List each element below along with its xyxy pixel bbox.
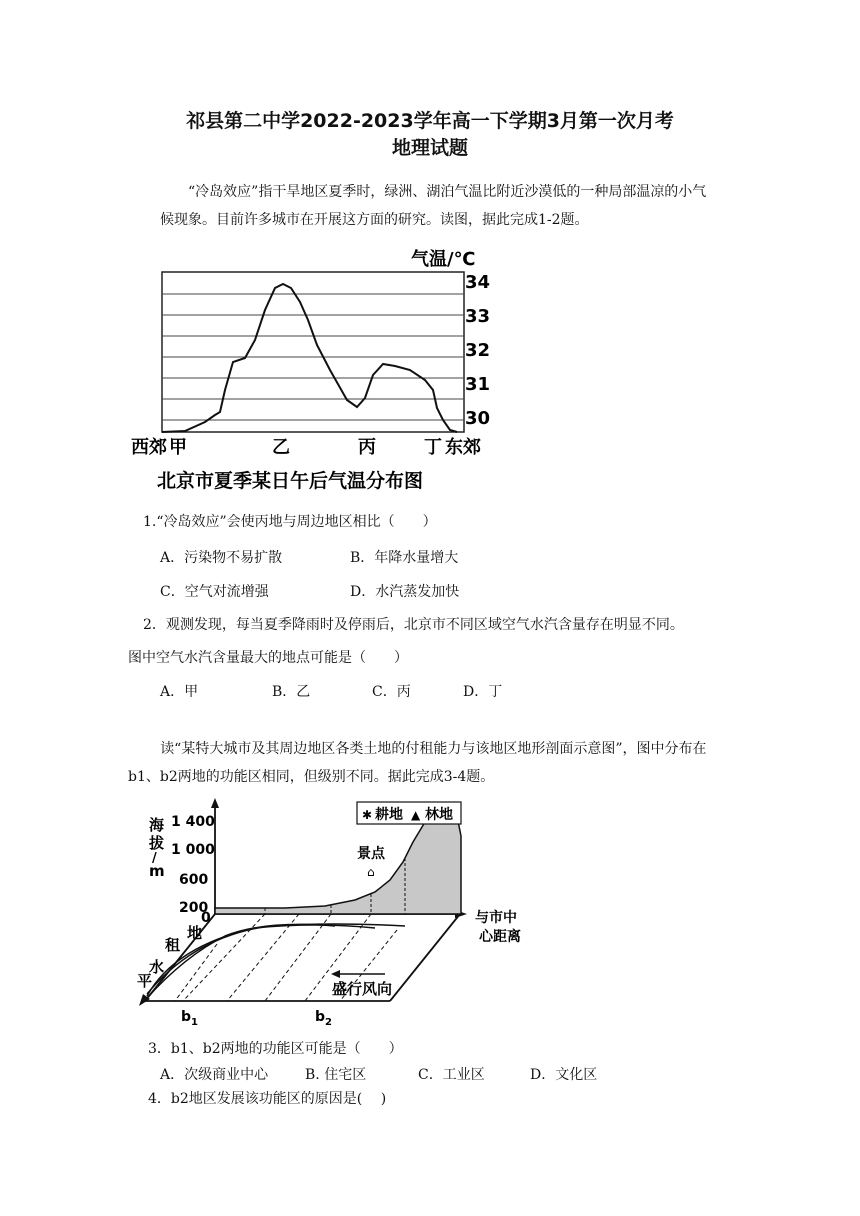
- elevation-tick-1400: 1 400: [171, 814, 215, 830]
- question-3-option-a[interactable]: A．次级商业中心: [160, 1067, 269, 1083]
- farmland-icon: ✱: [362, 808, 373, 822]
- x-label-east: 东郊: [445, 437, 481, 458]
- forest-icon: ▲: [411, 808, 421, 822]
- y-tick-32: 32: [465, 340, 491, 361]
- question-1-stem: 1.“冷岛效应”会使丙地与周边地区相比（ ）: [143, 514, 437, 530]
- rent-label-1: 地: [187, 924, 203, 942]
- question-2-option-a[interactable]: A．甲: [160, 684, 199, 700]
- question-4-stem: 4．b2地区发展该功能区的原因是( ): [148, 1091, 387, 1107]
- question-2-stem-line-2: 图中空气水汽含量最大的地点可能是（ ）: [128, 650, 408, 666]
- y-tick-34: 34: [465, 272, 491, 293]
- b1-label: $b_1$: [181, 1009, 198, 1026]
- elevation-label-4: m: [149, 862, 165, 880]
- terrain-rent-diagram: [135, 796, 535, 1026]
- question-1-option-c[interactable]: C．空气对流增强: [160, 584, 269, 600]
- terrain-profile: [215, 810, 461, 914]
- elevation-tick-200: 200: [179, 900, 209, 916]
- point-ding: 丁: [424, 437, 442, 458]
- x-label-west: 西郊: [131, 437, 167, 458]
- elevation-label-2: 拔: [149, 834, 165, 852]
- question-3-option-c[interactable]: C．工业区: [418, 1067, 485, 1083]
- point-bing: 丙: [358, 437, 376, 458]
- exam-title: 祁县第二中学2022-2023学年高一下学期3月第一次月考: [186, 110, 674, 132]
- elevation-label-3: /: [152, 851, 157, 866]
- y-tick-30: 30: [465, 408, 491, 429]
- question-2-option-d[interactable]: D．丁: [463, 684, 503, 700]
- legend-farmland: 耕地: [375, 807, 403, 823]
- elevation-tick-0: 0: [201, 910, 211, 926]
- question-2-option-c[interactable]: C．丙: [372, 684, 411, 700]
- legend-forest: 林地: [425, 807, 453, 823]
- wind-direction-label: 盛行风向: [332, 980, 393, 998]
- question-2-option-b[interactable]: B．乙: [272, 684, 311, 700]
- question-3-option-d[interactable]: D．文化区: [530, 1067, 598, 1083]
- question-1-option-b[interactable]: B．年降水量增大: [350, 550, 459, 566]
- rent-label-2: 租: [165, 936, 181, 954]
- b2-label: $b_2$: [315, 1009, 332, 1026]
- elevation-tick-1000: 1 000: [171, 842, 215, 858]
- question-3-stem: 3．b1、b2两地的功能区可能是（ ）: [148, 1041, 403, 1057]
- elevation-label-1: 海: [149, 816, 165, 834]
- scenic-house-icon: ⌂: [367, 865, 375, 879]
- question-1-option-a[interactable]: A．污染物不易扩散: [160, 550, 283, 566]
- intro-paragraph-2: 读“某特大城市及其周边地区各类土地的付租能力与该地区地形剖面示意图”，图中分布在b1、b2两地的功能区相同，但级别不同。据此完成3-4题。: [128, 741, 707, 785]
- exam-subject: 地理试题: [391, 137, 468, 159]
- temperature-curve: [162, 284, 457, 432]
- question-3-option-b[interactable]: B. 住宅区: [305, 1067, 367, 1083]
- rent-label-3: 水: [149, 958, 165, 976]
- intro-paragraph-1: “冷岛效应”指干旱地区夏季时，绿洲、湖泊气温比附近沙漠低的一种局部温凉的小气候现象。目前许多城市在开展这方面的研究。读图，据此完成1-2题。: [160, 184, 707, 228]
- y-axis-label: 气温/℃: [411, 249, 476, 270]
- question-2-stem-line-1: 2．观测发现，每当夏季降雨时及停雨后，北京市不同区域空气水汽含量存在明显不同。: [143, 617, 684, 633]
- chart-frame: [162, 272, 464, 432]
- point-jia: 甲: [169, 437, 187, 458]
- scenic-spot-label: 景点: [357, 846, 385, 862]
- question-1-option-d[interactable]: D．水汽蒸发加快: [350, 584, 460, 600]
- point-yi: 乙: [272, 437, 290, 458]
- rent-label-4: 平: [137, 972, 153, 990]
- elevation-tick-600: 600: [179, 872, 209, 888]
- y-tick-33: 33: [465, 306, 491, 327]
- y-tick-31: 31: [465, 374, 491, 395]
- temperature-chart: [125, 240, 505, 495]
- chart-caption: 北京市夏季某日午后气温分布图: [157, 470, 424, 492]
- x-axis-label-1: 与市中: [475, 910, 517, 926]
- x-axis-label-2: 心距离: [479, 929, 521, 945]
